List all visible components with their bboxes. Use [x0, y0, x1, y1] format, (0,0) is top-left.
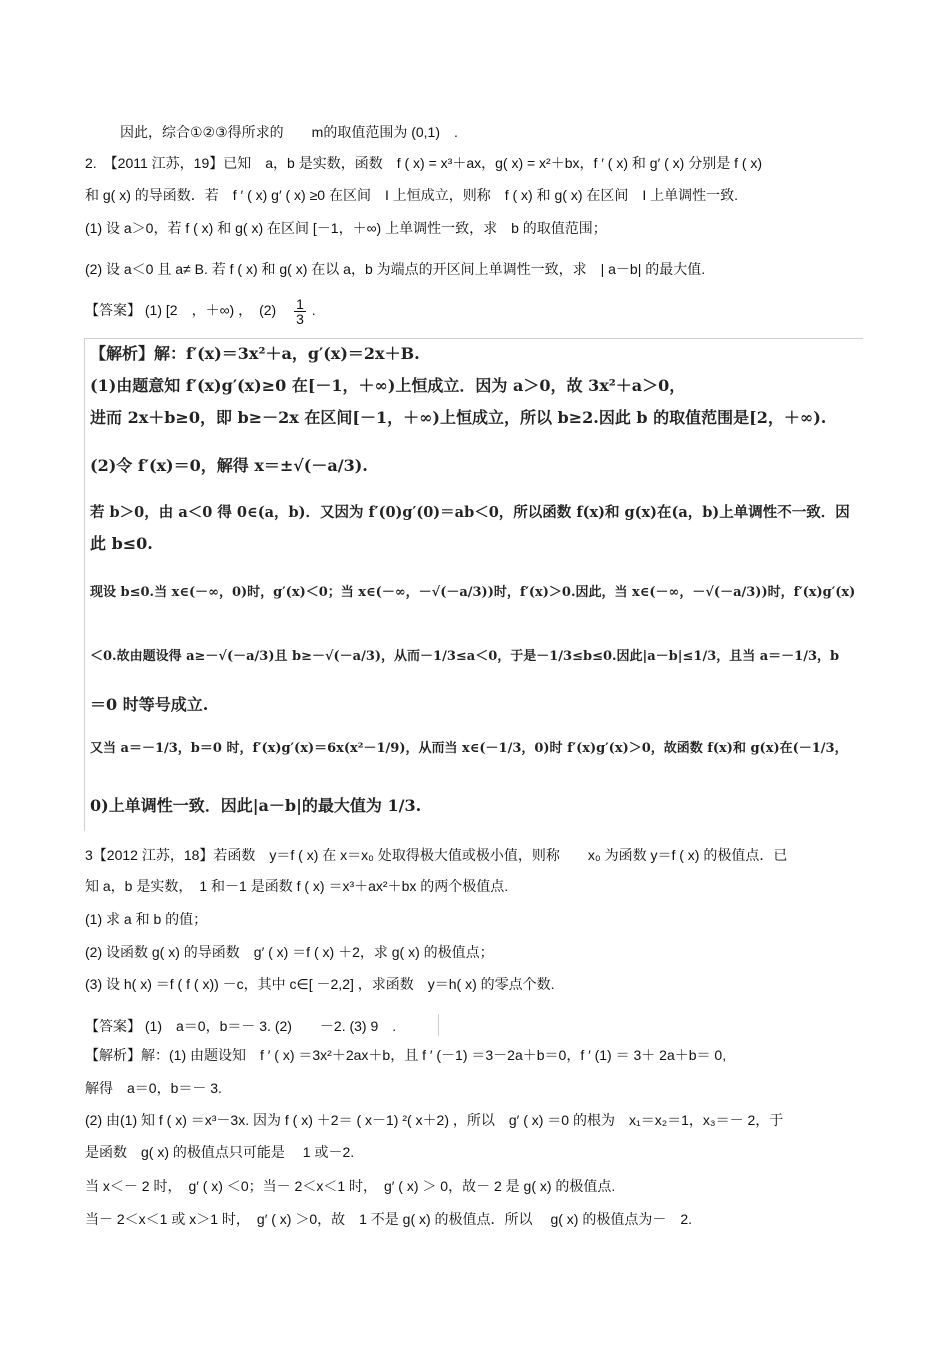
fraction: $\frac{1}{3}$: [296, 296, 304, 327]
answer-line: 【答案】 (1) a＝0，b＝－ 3. (2) －2. (3) 9 .: [85, 1018, 397, 1034]
divider: [438, 1014, 440, 1036]
solution-line: 若 b＞0，由 a＜0 得 0∈(a，b)．又因为 f′(0)g′(0)＝ab＜0，所以函数 f(x)和 g(x)在(a，b)上单调性不一致．因: [90, 504, 850, 521]
solution-line: (2) 由(1) 知 f ( x) ＝x³－3x. 因为 f ( x) ＋2＝ ( x－1) ²( x＋2) ，所以 g′ ( x) ＝0 的根为 x₁＝x₂＝1，x₃＝－ 2，于: [85, 1112, 784, 1128]
solution-line: 当－ 2＜x＜1 或 x＞1 时， g′ ( x) ＞0，故 1 不是 g( x) 的极值点．所以 g( x) 的极值点为－ 2.: [85, 1211, 693, 1227]
solution-line: 是函数 g( x) 的极值点只可能是 1 或－2.: [85, 1144, 355, 1160]
solution-line: ＝0 时等号成立.: [90, 695, 209, 714]
solution-line: 此 b≤0.: [90, 534, 153, 553]
answer-text: 【答案】 (1) [2 ，＋∞) ， (2): [85, 302, 277, 319]
solution-line: 当 x＜－ 2 时， g′ ( x) ＜0；当－ 2＜x＜1 时， g′ ( x) ＞ 0，故－ 2 是 g( x) 的极值点.: [85, 1178, 616, 1194]
solution-line: (1)由题意知 f′(x)g′(x)≥0 在[－1，＋∞)上恒成立．因为 a＞0，故 3x²＋a＞0，: [90, 376, 686, 395]
solution-line: ＜0.故由题设得 a≥－√(－a/3)且 b≥－√(－a/3)，从而－1/3≤a＜0，于是－1/3≤b≤0.因此|a－b|≤1/3，且当 a＝－1/3，b: [90, 649, 840, 664]
solution-line: 0)上单调性一致．因此|a－b|的最大值为 1/3.: [90, 796, 422, 815]
solution-line: 进而 2x＋b≥0，即 b≥－2x 在区间[－1，＋∞)上恒成立，所以 b≥2.因此 b 的取值范围是[2，＋∞).: [90, 408, 827, 427]
question-1: (1) 设 a＞0，若 f ( x) 和 g( x) 在区间 [－1，＋∞) 上单调性一致，求 b 的取值范围；: [85, 220, 607, 236]
solution-line: 又当 a＝－1/3，b＝0 时，f′(x)g′(x)＝6x(x²－1/9)，从而当 x∈(－1/3，0)时 f′(x)g′(x)＞0，故函数 f(x)和 g(x)在(－1/3，: [90, 741, 848, 756]
problem-2-statement: 2. 【2011 江苏，19】已知 a，b 是实数，函数 f ( x) = x³＋ax，g( x) = x²＋bx，f ′ ( x) 和 g′ ( x) 分别是 f ( x): [85, 155, 763, 171]
solution-line: 【解析】解：(1) 由题设知 f ′ ( x) ＝3x²＋2ax＋b，且 f ′ (－1) ＝3－2a＋b＝0，f ′ (1) ＝ 3＋ 2a＋b＝ 0,: [85, 1047, 727, 1063]
question-1: (1) 求 a 和 b 的值；: [85, 911, 208, 927]
question-2: (2) 设函数 g( x) 的导函数 g′ ( x) ＝f ( x) ＋2，求 g( x) 的极值点；: [85, 944, 494, 960]
text-line: 和 g( x) 的导函数．若 f ′ ( x) g′ ( x) ≥0 在区间 I 上恒成立，则称 f ( x) 和 g( x) 在区间 I 上单调性一致.: [85, 187, 739, 203]
solution-line: 【解析】解：f′(x)＝3x²＋a，g′(x)＝2x＋B.: [90, 344, 420, 363]
question-2: (2) 设 a＜0 且 a≠ B. 若 f ( x) 和 g( x) 在以 a，b 为端点的开区间上单调性一致，求 | a－b| 的最大值.: [85, 261, 706, 277]
solution-line: (2)令 f′(x)＝0，解得 x＝±√(－a/3).: [90, 456, 368, 475]
solution-line: 现设 b≤0.当 x∈(－∞，0)时，g′(x)＜0；当 x∈(－∞，－√(－a/3))时，f′(x)＞0.因此，当 x∈(－∞，－√(－a/3))时，f′(x)g′(x): [90, 585, 856, 600]
question-3: (3) 设 h( x) ＝f ( f ( x)) －c，其中 c∈[ －2,2] ，求函数 y＝h( x) 的零点个数.: [85, 976, 555, 992]
text-line: 因此，综合①②③得所求的 m的取值范围为 (0,1) .: [120, 124, 458, 140]
problem-3-statement: 3【2012 江苏，18】若函数 y＝f ( x) 在 x＝x₀ 处取得极大值或极小值，则称 x₀ 为函数 y＝f ( x) 的极值点．已: [85, 847, 788, 863]
answer-line: 【答案】 (1) [2 ，＋∞) ， (2) $\frac{1}{3}$ .: [85, 296, 316, 327]
text-line: 知 a，b 是实数， 1 和－1 是函数 f ( x) ＝x³＋ax²＋bx 的两个极值点.: [85, 878, 509, 894]
solution-line: 解得 a＝0，b＝－ 3.: [85, 1080, 222, 1096]
